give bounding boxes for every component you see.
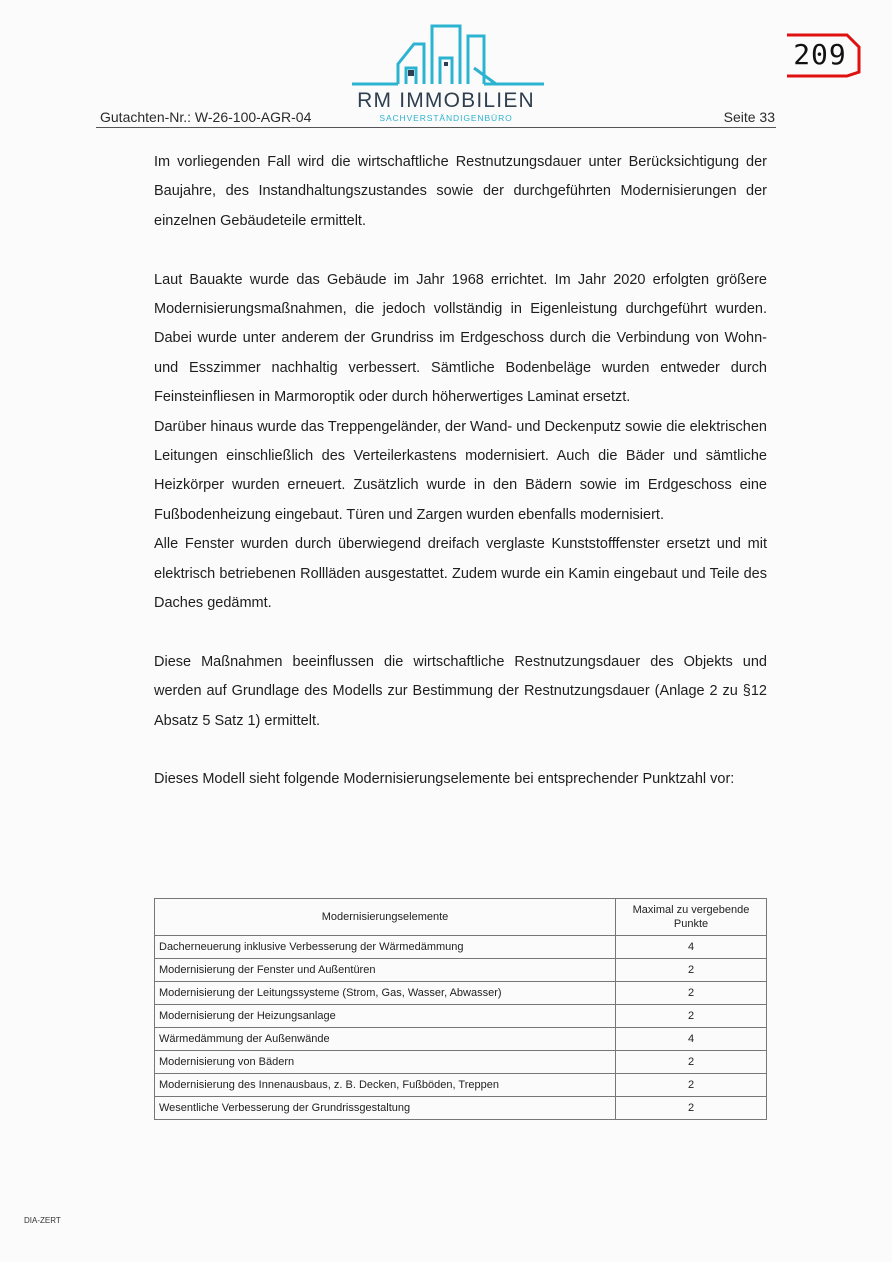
- element-cell: Wärmedämmung der Außenwände: [155, 1028, 616, 1051]
- paragraph: Darüber hinaus wurde das Treppengeländer, der Wand- und Deckenputz sowie die elektrischen Leitungen einschließlich des Verteilerkastens modernisiert. Auch die Bäder und sämtliche Heizkörper wurden erneuert. Zusätzlich wurde in den Bädern sowie im Erdgeschoss eine Fußbodenheizung eingebaut. Türen und Zargen wurden ebenfalls modernisiert.: [154, 418, 767, 523]
- table-row: [155, 1097, 767, 1120]
- table-row: [155, 959, 767, 982]
- modernization-table: [154, 898, 767, 1120]
- table-header-row: [155, 899, 767, 936]
- table-row: [155, 1028, 767, 1051]
- points-cell: 2: [616, 1074, 767, 1097]
- element-cell: Modernisierung der Heizungsanlage: [155, 1005, 616, 1028]
- points-cell: 2: [616, 982, 767, 1005]
- points-cell: 4: [616, 936, 767, 959]
- report-number: Gutachten-Nr.: W-26-100-AGR-04: [100, 109, 312, 125]
- table-row: [155, 1005, 767, 1028]
- element-cell: Modernisierung des Innenausbaus, z. B. Decken, Fußböden, Treppen: [155, 1074, 616, 1097]
- page-label: Seite 33: [723, 109, 775, 125]
- points-cell: 2: [616, 1097, 767, 1120]
- paragraph: Dieses Modell sieht folgende Modernisierungselemente bei entsprechender Punktzahl vor:: [154, 771, 735, 788]
- table-row: [155, 936, 767, 959]
- logo-title: RM IMMOBILIEN: [357, 89, 535, 112]
- table-row: [155, 1074, 767, 1097]
- column-header-elements: Modernisierungselemente: [155, 899, 616, 936]
- points-cell: 2: [616, 1005, 767, 1028]
- column-header-points: Maximal zu vergebende Punkte: [616, 899, 767, 936]
- page-number-badge: [783, 32, 861, 78]
- paragraph: Laut Bauakte wurde das Gebäude im Jahr 1968 errichtet. Im Jahr 2020 erfolgten größere Modernisierungsmaßnahmen, die jedoch vollständig in Eigenleistung durchgeführt wurden. Dabei wurde unter anderem der Grundriss im Erdgeschoss durch die Verbindung von Wohn- und Esszimmer nachhaltig verbessert. Sämtliche Bodenbeläge wurden entweder durch Feinsteinfliesen in Marmoroptik oder durch höherwertiges Laminat ersetzt.: [154, 271, 767, 406]
- page-number: 209: [793, 38, 847, 71]
- element-cell: Modernisierung der Leitungssysteme (Strom, Gas, Wasser, Abwasser): [155, 982, 616, 1005]
- paragraph: Diese Maßnahmen beeinflussen die wirtschaftliche Restnutzungsdauer des Objekts und werden auf Grundlage des Modells zur Bestimmung der Restnutzungsdauer (Anlage 2 zu §12 Absatz 5 Satz 1) ermittelt.: [154, 653, 767, 729]
- points-cell: 2: [616, 959, 767, 982]
- points-cell: 4: [616, 1028, 767, 1051]
- points-cell: 2: [616, 1051, 767, 1074]
- table-row: [155, 1051, 767, 1074]
- footer-certification: DIA-ZERT: [24, 1216, 61, 1225]
- paragraph: Im vorliegenden Fall wird die wirtschaftliche Restnutzungsdauer unter Berücksichtigung der Baujahre, des Instandhaltungszustandes sowie der durchgeführten Modernisierungen der einzelnen Gebäudeteile ermittelt.: [154, 154, 767, 229]
- header-divider: [96, 127, 776, 128]
- element-cell: Modernisierung der Fenster und Außentüren: [155, 959, 616, 982]
- table-row: [155, 982, 767, 1005]
- element-cell: Modernisierung von Bädern: [155, 1051, 616, 1074]
- element-cell: Wesentliche Verbesserung der Grundrissgestaltung: [155, 1097, 616, 1120]
- paragraph: Alle Fenster wurden durch überwiegend dreifach verglaste Kunststofffenster ersetzt und mit elektrisch betriebenen Rollläden ausgestattet. Zudem wurde ein Kamin eingebaut und Teile des Daches gedämmt.: [154, 536, 767, 612]
- body-text: [154, 148, 767, 795]
- logo-subtitle: SACHVERSTÄNDIGENBÜRO: [379, 113, 513, 123]
- element-cell: Dacherneuerung inklusive Verbesserung der Wärmedämmung: [155, 936, 616, 959]
